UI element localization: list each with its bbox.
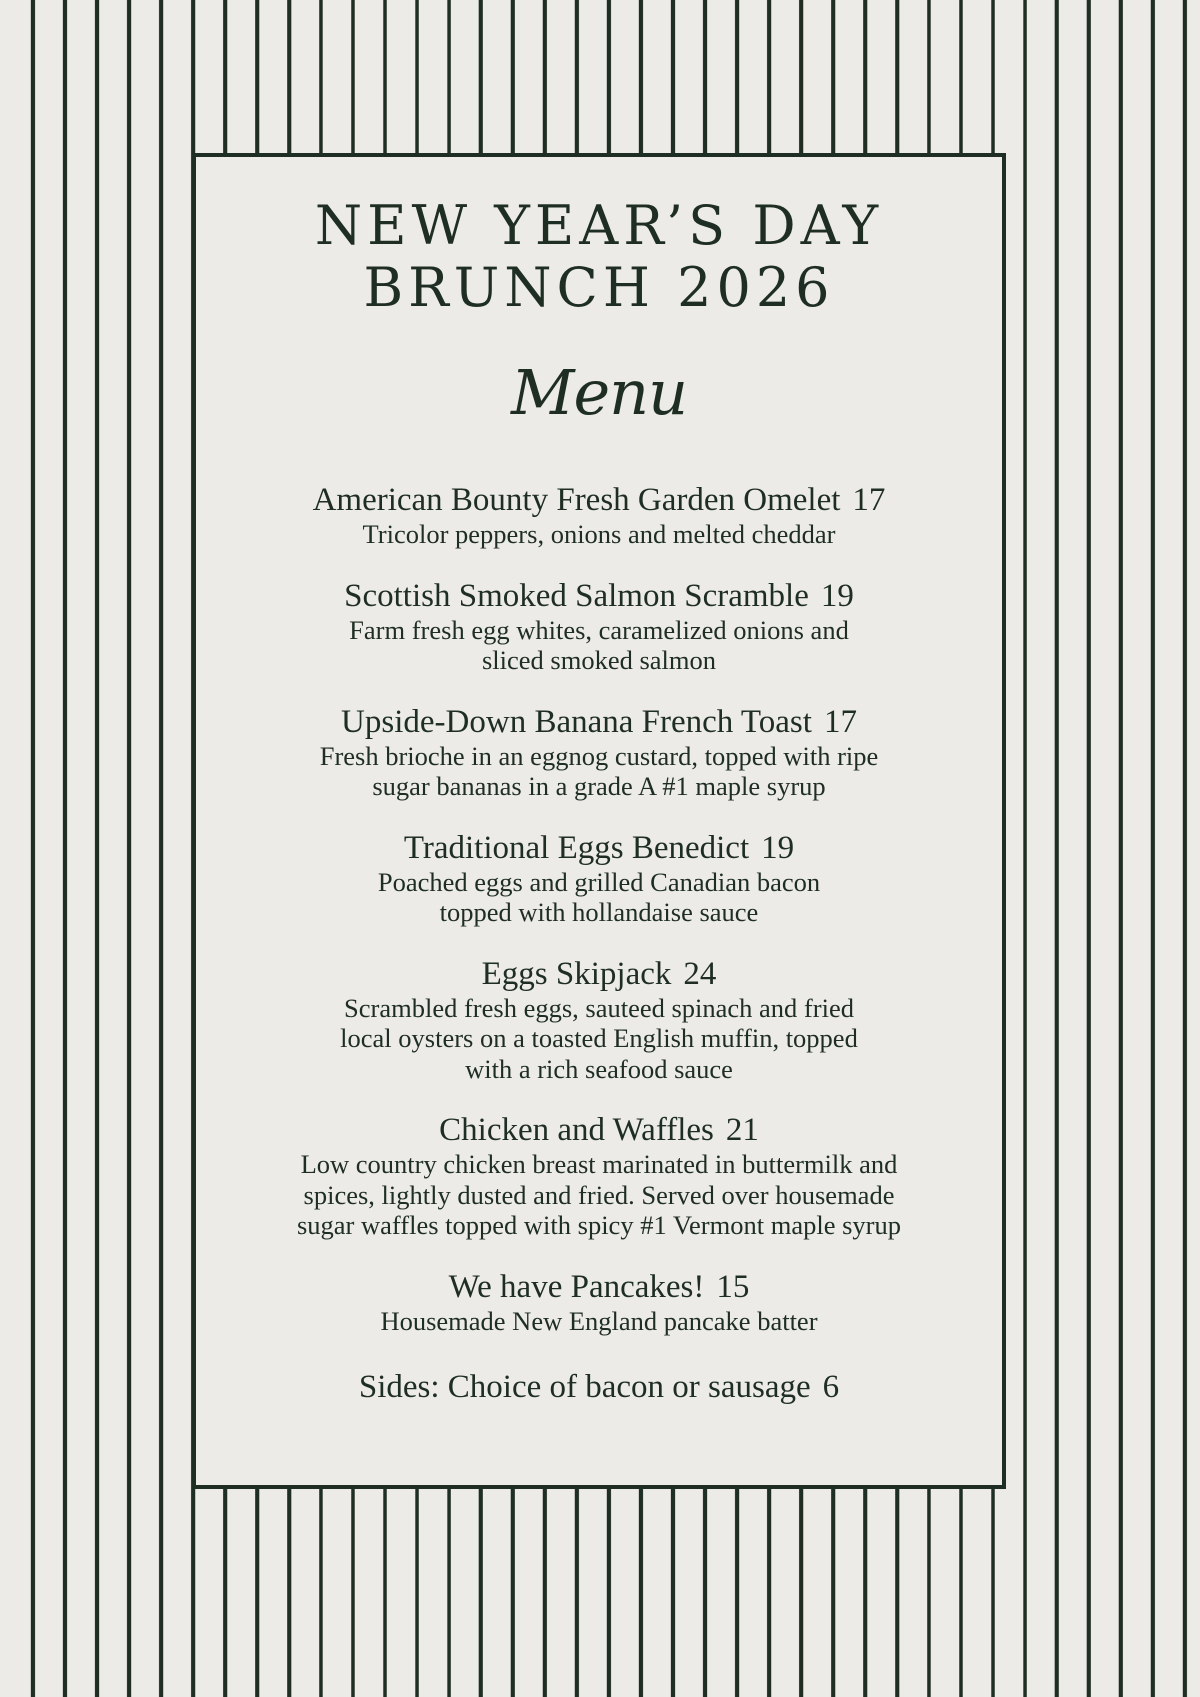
menu-item-heading — [196, 955, 1002, 993]
menu-item — [196, 577, 1002, 676]
menu-item — [196, 955, 1002, 1085]
page-title — [196, 195, 1002, 319]
menu-item — [196, 1111, 1002, 1241]
menu-item-price: 24 — [683, 955, 717, 992]
menu-item-description: Low country chicken breast marinated in buttermilk and spices, lightly dusted and fried. Served over housemade sugar waffles topped with spicy #1 Vermont maple syrup — [296, 1149, 901, 1240]
menu-item-description: Tricolor peppers, onions and melted cheddar — [362, 519, 836, 549]
menu-item-price: 19 — [820, 577, 854, 614]
menu-item-heading — [196, 1111, 1002, 1149]
menu-panel — [192, 153, 1006, 1489]
menu-script-heading: Menu — [510, 356, 688, 429]
title-line-1: NEW YEAR’S DAY — [314, 194, 884, 257]
menu-item-price: 17 — [823, 703, 857, 740]
menu-item-name: Upside-Down Banana French Toast — [341, 703, 812, 740]
sides-text: Choice of bacon or sausage — [447, 1369, 811, 1405]
menu-item — [196, 703, 1002, 802]
menu-item-name: American Bounty Fresh Garden Omelet — [312, 482, 841, 518]
menu-item-price: 21 — [725, 1112, 759, 1148]
menu-item — [196, 1268, 1002, 1337]
menu-item-description: Poached eggs and grilled Canadian bacon topped with hollandaise sauce — [377, 866, 821, 927]
menu-item-price: 19 — [761, 829, 795, 866]
menu-item-description: Fresh brioche in an eggnog custard, topped with ripe sugar bananas in a grade A #1 maple syrup — [319, 740, 879, 801]
sides-price: 6 — [822, 1369, 840, 1405]
menu-item-name: Scottish Smoked Salmon Scramble — [344, 577, 809, 614]
menu-item-name: Chicken and Waffles — [439, 1112, 714, 1148]
sides-label: Sides: — [358, 1369, 440, 1405]
menu-item-price: 17 — [852, 482, 886, 518]
menu-item-heading — [196, 703, 1002, 741]
menu-item-name: We have Pancakes! — [448, 1268, 705, 1305]
menu-item-price: 15 — [716, 1268, 750, 1305]
menu-item-name: Eggs Skipjack — [481, 955, 672, 992]
menu-item-heading — [196, 829, 1002, 867]
menu-item-heading — [196, 481, 1002, 519]
menu-item-description: Farm fresh egg whites, caramelized onions and sliced smoked salmon — [349, 614, 849, 675]
menu-item-description: Housemade New England pancake batter — [380, 1305, 818, 1336]
menu-item — [196, 829, 1002, 928]
menu-item-heading — [196, 577, 1002, 615]
title-line-2: BRUNCH 2026 — [363, 256, 835, 319]
menu-items — [196, 481, 1002, 1406]
menu-item — [196, 481, 1002, 550]
menu-item-heading — [196, 1268, 1002, 1306]
menu-item-name: Traditional Eggs Benedict — [403, 829, 750, 866]
sides-line — [196, 1368, 1002, 1406]
menu-item-description: Scrambled fresh eggs, sauteed spinach and fried local oysters on a toasted English muffin, topped with a rich seafood sauce — [340, 992, 858, 1084]
